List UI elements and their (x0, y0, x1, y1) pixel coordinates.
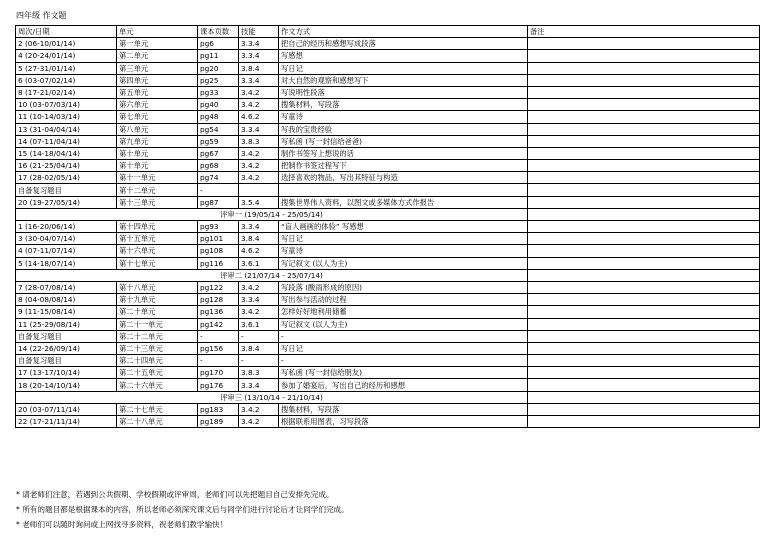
cell-textbook-page: pg101 (198, 233, 239, 245)
cell-skill: 4.6.2 (239, 111, 279, 123)
cell-remarks (528, 184, 760, 196)
cell-writing-method: 把制作书签过程写下 (279, 160, 528, 172)
table-row (16, 294, 760, 306)
header-textbook-page: 课本页数 (198, 26, 239, 38)
cell-writing-method: 写记叙文 (以人为主) (279, 257, 528, 269)
cell-textbook-page: pg68 (198, 160, 239, 172)
cell-writing-method: 写私函 (写一封信给朋友) (279, 367, 528, 379)
cell-remarks (528, 281, 760, 293)
table-row (16, 123, 760, 135)
cell-remarks (528, 74, 760, 86)
cell-skill: 3.8.3 (239, 367, 279, 379)
cell-writing-method: - (279, 330, 528, 342)
cell-writing-method: 根据联系用图表，习写段落 (279, 416, 528, 428)
cell-skill: 3.8.4 (239, 62, 279, 74)
cell-textbook-page: pg189 (198, 416, 239, 428)
table-row (16, 416, 760, 428)
cell-remarks (528, 306, 760, 318)
cell-unit: 第二十四单元 (117, 355, 198, 367)
cell-skill: - (239, 330, 279, 342)
footnote: * 请老师们注意，若遇到公共假期、学校假期或评审周，老师们可以先把题目自己安排先完成。 (16, 490, 334, 499)
cell-textbook-page: pg87 (198, 196, 239, 208)
cell-writing-method: 选择喜欢的物品，写出其特征与构造 (279, 172, 528, 184)
cell-skill: 3.3.4 (239, 294, 279, 306)
cell-week-date: 11 (10-14/03/14) (16, 111, 117, 123)
cell-writing-method: 写我的宝贵经验 (279, 123, 528, 135)
cell-remarks (528, 50, 760, 62)
cell-unit: 第十七单元 (117, 257, 198, 269)
cell-textbook-page: pg116 (198, 257, 239, 269)
cell-week-date: 4 (20-24/01/14) (16, 50, 117, 62)
cell-remarks (528, 294, 760, 306)
cell-unit: 第一单元 (117, 38, 198, 50)
cell-skill: 3.3.4 (239, 379, 279, 391)
table-row (16, 281, 760, 293)
cell-textbook-page: pg48 (198, 111, 239, 123)
cell-unit: 第二十六单元 (117, 379, 198, 391)
cell-remarks (528, 342, 760, 354)
cell-unit: 第二十三单元 (117, 342, 198, 354)
cell-unit: 第二单元 (117, 50, 198, 62)
cell-textbook-page: pg170 (198, 367, 239, 379)
cell-week-date: 7 (28-07/08/14) (16, 281, 117, 293)
cell-skill: 3.8.3 (239, 135, 279, 147)
cell-remarks (528, 196, 760, 208)
table-row (16, 50, 760, 62)
cell-skill: 3.6.1 (239, 318, 279, 330)
cell-remarks (528, 318, 760, 330)
cell-unit: 第十九单元 (117, 294, 198, 306)
cell-unit: 第二十五单元 (117, 367, 198, 379)
cell-skill: 3.4.2 (239, 306, 279, 318)
cell-writing-method: 写记叙文 (以人为主) (279, 318, 528, 330)
cell-writing-method: 写童诗 (279, 111, 528, 123)
table-row (16, 257, 760, 269)
table-row (16, 86, 760, 98)
cell-skill: 3.3.4 (239, 123, 279, 135)
cell-writing-method: 写出参与活动的过程 (279, 294, 528, 306)
header-remarks: 备注 (528, 26, 760, 38)
cell-unit: 第二十单元 (117, 306, 198, 318)
cell-textbook-page: pg11 (198, 50, 239, 62)
cell-skill: 3.4.2 (239, 86, 279, 98)
table-row (16, 245, 760, 257)
cell-writing-method: 写日记 (279, 62, 528, 74)
cell-writing-method: - (279, 355, 528, 367)
cell-remarks (528, 221, 760, 233)
table-row (16, 172, 760, 184)
review-row (16, 391, 760, 403)
cell-week-date: 16 (21-25/04/14) (16, 160, 117, 172)
cell-skill: 3.3.4 (239, 38, 279, 50)
sheet-title: 四年级 作文题 (16, 11, 67, 20)
cell-textbook-page: pg93 (198, 221, 239, 233)
cell-week-date: 3 (30-04/07/14) (16, 233, 117, 245)
cell-skill: 3.6.1 (239, 257, 279, 269)
cell-unit: 第十三单元 (117, 196, 198, 208)
table-row (16, 306, 760, 318)
cell-remarks (528, 403, 760, 415)
cell-writing-method: 写说明性段落 (279, 86, 528, 98)
table-row (16, 342, 760, 354)
header-writing-method: 作文方式 (279, 26, 528, 38)
cell-writing-method: 搜集世界伟人资料，以图文或多媒体方式作报告 (279, 196, 528, 208)
cell-week-date: 15 (14-18/04/14) (16, 147, 117, 159)
cell-week-date: 5 (27-31/01/14) (16, 62, 117, 74)
table-row (16, 160, 760, 172)
cell-week-date: 9 (11-15/08/14) (16, 306, 117, 318)
cell-unit: 第二十七单元 (117, 403, 198, 415)
table-row (16, 379, 760, 391)
cell-remarks (528, 257, 760, 269)
table-row (16, 135, 760, 147)
cell-skill (239, 184, 279, 196)
cell-writing-method: 怎样好好地利用储蓄 (279, 306, 528, 318)
cell-unit: 第二十八单元 (117, 416, 198, 428)
cell-skill: 3.4.2 (239, 99, 279, 111)
cell-unit: 第十一单元 (117, 172, 198, 184)
cell-remarks (528, 111, 760, 123)
cell-textbook-page: pg183 (198, 403, 239, 415)
cell-week-date: 4 (07-11/07/14) (16, 245, 117, 257)
cell-week-date: 20 (19-27/05/14) (16, 196, 117, 208)
cell-skill: 4.6.2 (239, 245, 279, 257)
cell-week-date: 6 (03-07/02/14) (16, 74, 117, 86)
cell-week-date: 自备复习题目 (16, 184, 117, 196)
cell-textbook-page: - (198, 330, 239, 342)
cell-writing-method: 写私函 (写一封信给爸爸) (279, 135, 528, 147)
cell-textbook-page: pg25 (198, 74, 239, 86)
table-row (16, 196, 760, 208)
cell-remarks (528, 123, 760, 135)
cell-textbook-page: pg6 (198, 38, 239, 50)
cell-remarks (528, 367, 760, 379)
cell-skill: 3.4.2 (239, 416, 279, 428)
table-row (16, 233, 760, 245)
cell-week-date: 2 (06-10/01/14) (16, 38, 117, 50)
cell-unit: 第八单元 (117, 123, 198, 135)
table-body (16, 26, 760, 428)
cell-remarks (528, 38, 760, 50)
table-row (16, 330, 760, 342)
cell-textbook-page: pg136 (198, 306, 239, 318)
cell-textbook-page: pg33 (198, 86, 239, 98)
cell-unit: 第十二单元 (117, 184, 198, 196)
cell-textbook-page: - (198, 184, 239, 196)
review-period-label: 评审三 (13/10/14 - 21/10/14) (16, 391, 528, 403)
cell-skill: - (239, 355, 279, 367)
cell-week-date: 8 (17-21/02/14) (16, 86, 117, 98)
header-unit: 单元 (117, 26, 198, 38)
table-row (16, 221, 760, 233)
cell-textbook-page: pg67 (198, 147, 239, 159)
cell-unit: 第五单元 (117, 86, 198, 98)
cell-writing-method: 写童诗 (279, 245, 528, 257)
header-skill: 技能 (239, 26, 279, 38)
cell-textbook-page: pg176 (198, 379, 239, 391)
cell-unit: 第十六单元 (117, 245, 198, 257)
cell-week-date: 17 (13-17/10/14) (16, 367, 117, 379)
cell-week-date: 自备复习题目 (16, 355, 117, 367)
cell-unit: 第十四单元 (117, 221, 198, 233)
cell-unit: 第十单元 (117, 160, 198, 172)
cell-writing-method: 搜集材料，写段落 (279, 403, 528, 415)
cell-textbook-page: pg142 (198, 318, 239, 330)
cell-writing-method: “盲人画画的体验” 写感想 (279, 221, 528, 233)
cell-textbook-page: pg59 (198, 135, 239, 147)
cell-textbook-page: pg40 (198, 99, 239, 111)
cell-writing-method: 搜集材料，写段落 (279, 99, 528, 111)
cell-skill: 3.3.4 (239, 74, 279, 86)
review-period-label: 评审二 (21/07/14 - 25/07/14) (16, 269, 528, 281)
cell-writing-method: 对大自然的观察和感想写下 (279, 74, 528, 86)
cell-skill: 3.4.2 (239, 172, 279, 184)
composition-schedule-table (15, 25, 760, 428)
cell-skill: 3.4.2 (239, 403, 279, 415)
table-row (16, 147, 760, 159)
cell-skill: 3.8.4 (239, 342, 279, 354)
cell-textbook-page: pg156 (198, 342, 239, 354)
cell-skill: 3.8.4 (239, 233, 279, 245)
cell-skill: 3.3.4 (239, 221, 279, 233)
cell-unit: 第六单元 (117, 99, 198, 111)
cell-skill: 3.4.2 (239, 147, 279, 159)
cell-week-date: 8 (04-08/08/14) (16, 294, 117, 306)
cell-week-date: 22 (17-21/11/14) (16, 416, 117, 428)
cell-writing-method: 写段落 (酸雨形成的原因) (279, 281, 528, 293)
cell-remarks (528, 416, 760, 428)
cell-skill: 3.4.2 (239, 281, 279, 293)
table-row (16, 38, 760, 50)
cell-skill: 3.4.2 (239, 160, 279, 172)
table-row (16, 111, 760, 123)
cell-textbook-page: pg54 (198, 123, 239, 135)
cell-writing-method: 参加了婚宴后，写出自己的经历和感想 (279, 379, 528, 391)
cell-textbook-page: pg128 (198, 294, 239, 306)
table-row (16, 184, 760, 196)
cell-writing-method: 把自己的经历和感想写成段落 (279, 38, 528, 50)
cell-unit: 第九单元 (117, 135, 198, 147)
cell-textbook-page: pg20 (198, 62, 239, 74)
cell-unit: 第四单元 (117, 74, 198, 86)
cell-remarks (528, 135, 760, 147)
cell-week-date: 14 (07-11/04/14) (16, 135, 117, 147)
cell-week-date: 17 (28-02/05/14) (16, 172, 117, 184)
cell-textbook-page: pg108 (198, 245, 239, 257)
footnotes (16, 487, 349, 532)
cell-remarks (528, 245, 760, 257)
footnote: * 所有的题目都是根据课本的内容，所以老师必须深究课文后与同学们进行讨论后才让同学们完成。 (16, 505, 349, 514)
cell-week-date: 自备复习题目 (16, 330, 117, 342)
cell-textbook-page: pg122 (198, 281, 239, 293)
cell-unit: 第十八单元 (117, 281, 198, 293)
cell-writing-method (279, 184, 528, 196)
cell-week-date: 1 (16-20/06/14) (16, 221, 117, 233)
cell-week-date: 13 (31-04/04/14) (16, 123, 117, 135)
cell-week-date: 18 (20-14/10/14) (16, 379, 117, 391)
cell-skill: 3.3.4 (239, 50, 279, 62)
cell-writing-method: 写日记 (279, 342, 528, 354)
cell-remarks (528, 62, 760, 74)
cell-unit: 第七单元 (117, 111, 198, 123)
table-row (16, 99, 760, 111)
cell-remarks (528, 355, 760, 367)
header-week-date: 周次/日期 (16, 26, 117, 38)
header-row (16, 26, 760, 38)
cell-remarks (528, 233, 760, 245)
cell-week-date: 5 (14-18/07/14) (16, 257, 117, 269)
cell-remarks (528, 86, 760, 98)
cell-week-date: 10 (03-07/03/14) (16, 99, 117, 111)
review-period-label: 评审一 (19/05/14 - 25/05/14) (16, 208, 528, 220)
cell-remarks (528, 208, 760, 220)
cell-week-date: 20 (03-07/11/14) (16, 403, 117, 415)
table-row (16, 367, 760, 379)
table-row (16, 355, 760, 367)
cell-writing-method: 制作书签写上想说的话 (279, 147, 528, 159)
table-row (16, 74, 760, 86)
review-row (16, 208, 760, 220)
footnote: * 老师们可以随时询问或上网找寻多资料，祝老师们教学愉快！ (16, 520, 228, 529)
cell-writing-method: 写日记 (279, 233, 528, 245)
table-row (16, 62, 760, 74)
cell-unit: 第三单元 (117, 62, 198, 74)
cell-unit: 第二十一单元 (117, 318, 198, 330)
cell-unit: 第十单元 (117, 147, 198, 159)
cell-unit: 第二十二单元 (117, 330, 198, 342)
cell-remarks (528, 330, 760, 342)
cell-week-date: 14 (22-26/09/14) (16, 342, 117, 354)
cell-remarks (528, 391, 760, 403)
cell-remarks (528, 172, 760, 184)
cell-textbook-page: pg74 (198, 172, 239, 184)
cell-writing-method: 写感想 (279, 50, 528, 62)
cell-skill: 3.5.4 (239, 196, 279, 208)
cell-remarks (528, 147, 760, 159)
cell-unit: 第十五单元 (117, 233, 198, 245)
table-row (16, 318, 760, 330)
cell-remarks (528, 160, 760, 172)
table-row (16, 403, 760, 415)
cell-remarks (528, 99, 760, 111)
cell-remarks (528, 269, 760, 281)
review-row (16, 269, 760, 281)
cell-week-date: 11 (25-29/08/14) (16, 318, 117, 330)
cell-remarks (528, 379, 760, 391)
cell-textbook-page: - (198, 355, 239, 367)
